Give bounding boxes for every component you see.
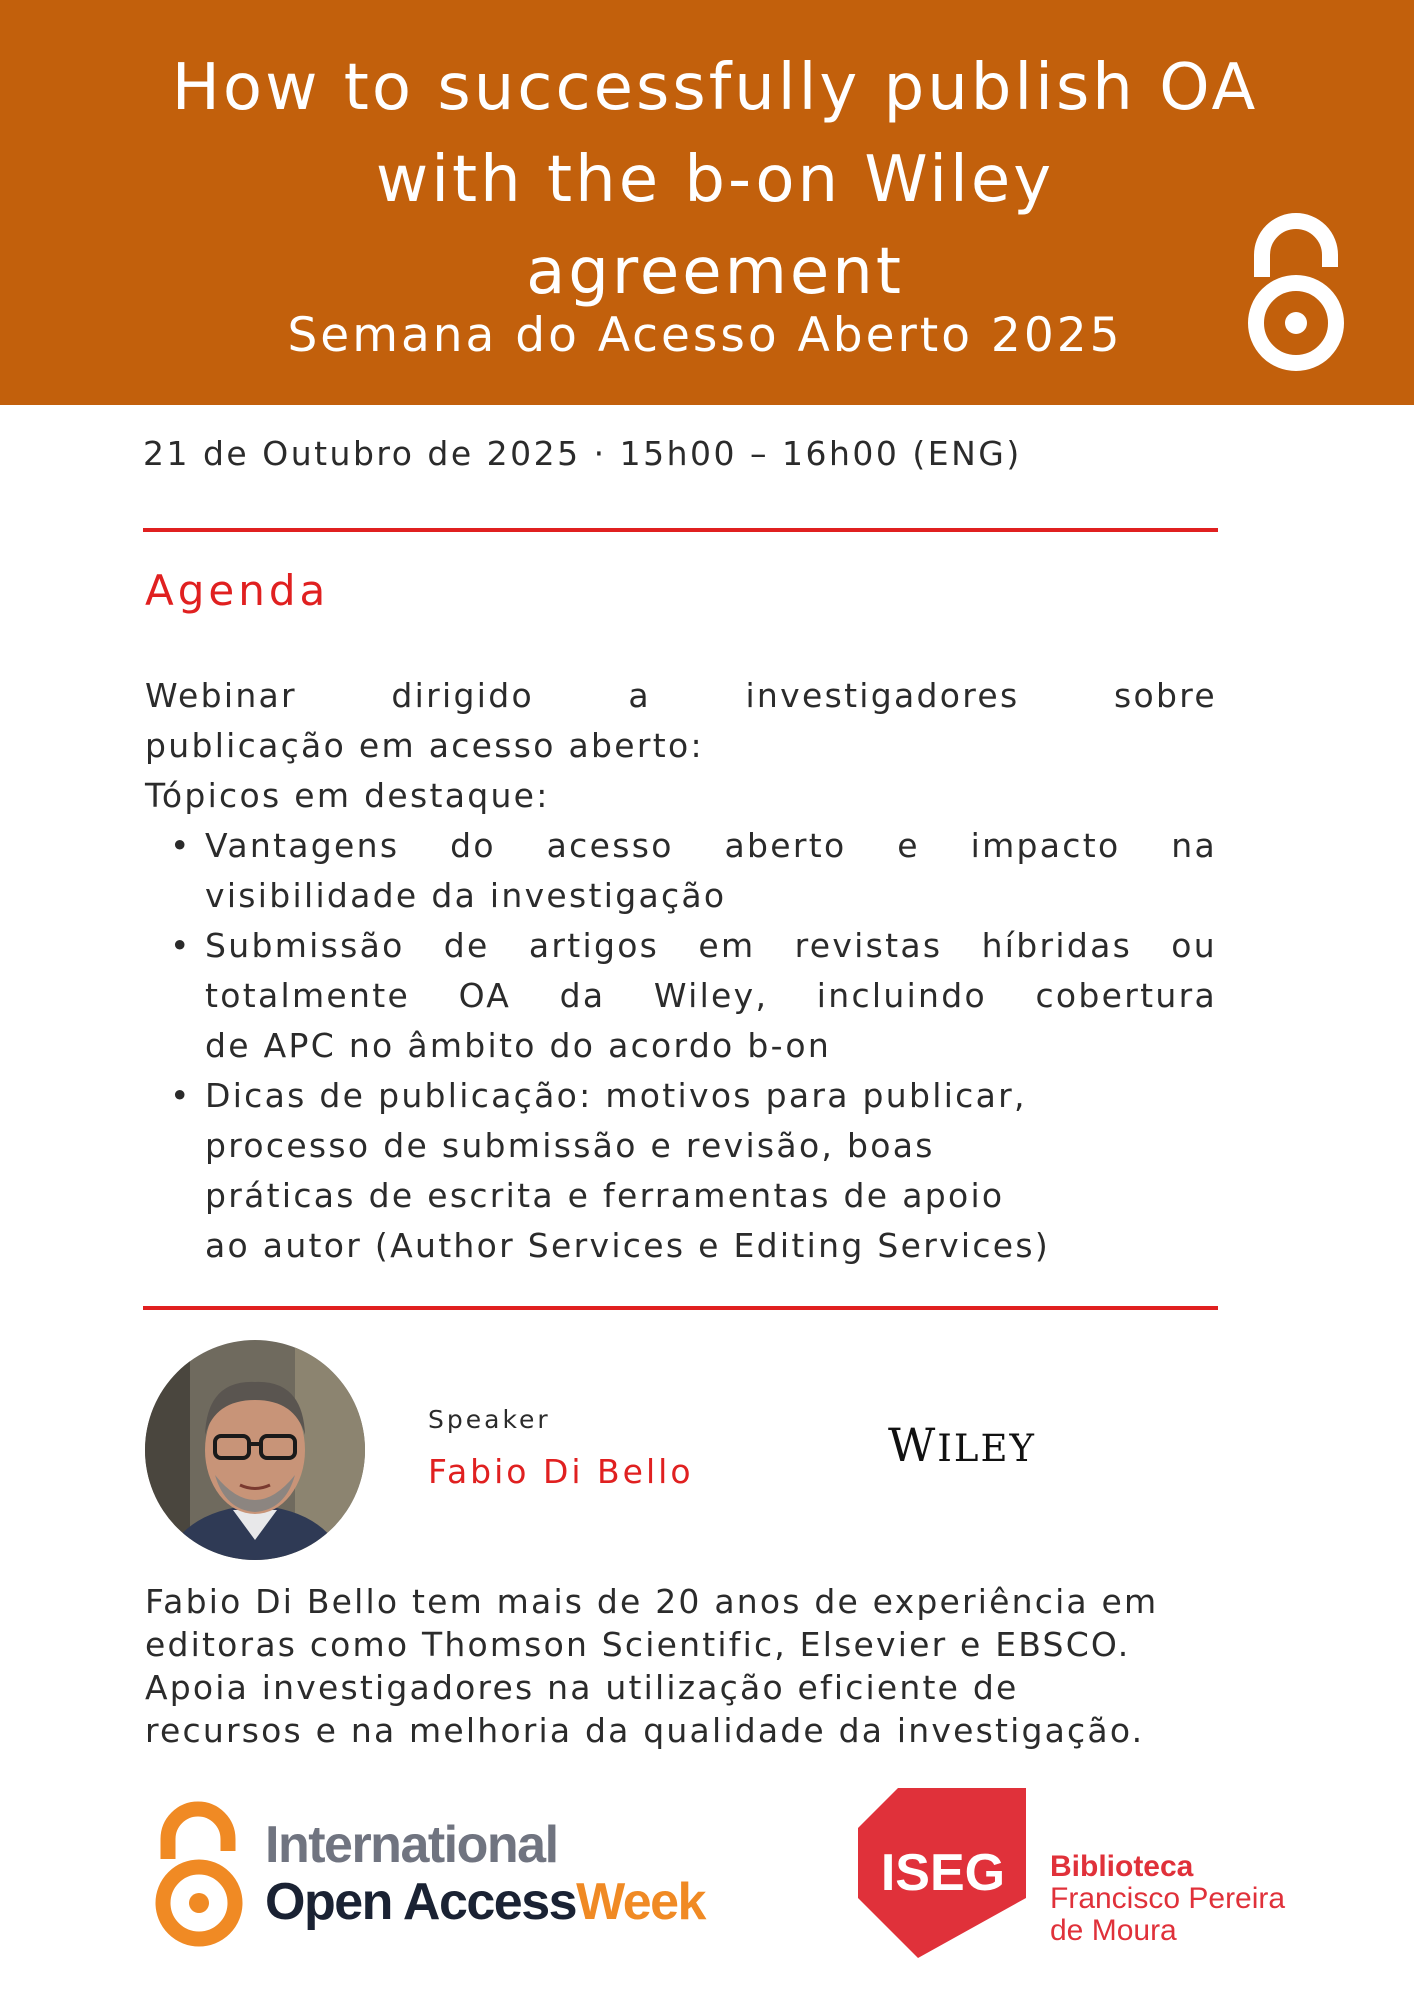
- list-item: • Vantagens do acesso aberto e impacto na visibilidade da investigação: [145, 821, 1217, 921]
- event-header: [0, 0, 1414, 405]
- title-line-2: with the b-on Wiley: [375, 143, 1055, 217]
- list-item: • Dicas de publicação: motivos para publicar, processo de submissão e revisão, boas práticas de escrita e ferramentas de apoio ao autor (Author Services e Editing Services): [145, 1071, 1217, 1271]
- wiley-logo-initial: W: [888, 1418, 938, 1472]
- speaker-label: Speaker: [428, 1405, 551, 1434]
- iseg-logo-text: ISEG: [880, 1844, 1006, 1902]
- library-name-line-2: Francisco Pereira: [1050, 1882, 1286, 1915]
- open-access-week-icon: [150, 1797, 248, 1949]
- open-access-lock-icon: [1240, 205, 1352, 373]
- event-subtitle: Semana do Acesso Aberto 2025: [287, 308, 1123, 363]
- agenda-body: [145, 671, 1217, 1271]
- divider-top: [143, 528, 1218, 532]
- title-line-1: How to successfully publish OA: [171, 51, 1259, 125]
- agenda-intro-line-1: Webinar dirigido a investigadores sobre: [145, 676, 1217, 715]
- wiley-logo: [888, 1418, 1036, 1472]
- agenda-heading: Agenda: [145, 566, 330, 615]
- wiley-logo-rest: ILEY: [937, 1427, 1036, 1470]
- bio-line: editoras como Thomson Scientific, Elsevier e EBSCO.: [145, 1625, 1131, 1664]
- oaw-open-access-text: Open Access: [265, 1873, 577, 1931]
- bio-line: Apoia investigadores na utilização eficiente de: [145, 1668, 1019, 1707]
- bio-line: Fabio Di Bello tem mais de 20 anos de experiência em: [145, 1582, 1159, 1621]
- speaker-name: Fabio Di Bello: [428, 1452, 694, 1491]
- bio-line: recursos e na melhoria da qualidade da investigação.: [145, 1711, 1145, 1750]
- topics-list: [145, 821, 1217, 1271]
- divider-bottom: [143, 1306, 1218, 1310]
- iseg-logo: [858, 1788, 1028, 1958]
- topics-heading: Tópicos em destaque:: [145, 776, 550, 815]
- event-date-time: 21 de Outubro de 2025 · 15h00 – 16h00 (ENG): [143, 434, 1022, 473]
- speaker-bio: [145, 1580, 1265, 1752]
- title-line-3: agreement: [526, 235, 904, 309]
- speaker-photo: [145, 1340, 365, 1560]
- event-title: [60, 42, 1370, 318]
- oaw-week-text: Week: [576, 1873, 705, 1931]
- oaw-open-access-week-text: [265, 1872, 705, 1932]
- library-name-line-1: Biblioteca: [1050, 1850, 1194, 1883]
- oaw-international-text: International: [265, 1816, 558, 1874]
- agenda-intro-line-2: publicação em acesso aberto:: [145, 726, 704, 765]
- list-item: • Submissão de artigos em revistas híbridas ou totalmente OA da Wiley, incluindo cobertura de APC no âmbito do acordo b-on: [145, 921, 1217, 1071]
- library-name-line-3: de Moura: [1050, 1914, 1177, 1947]
